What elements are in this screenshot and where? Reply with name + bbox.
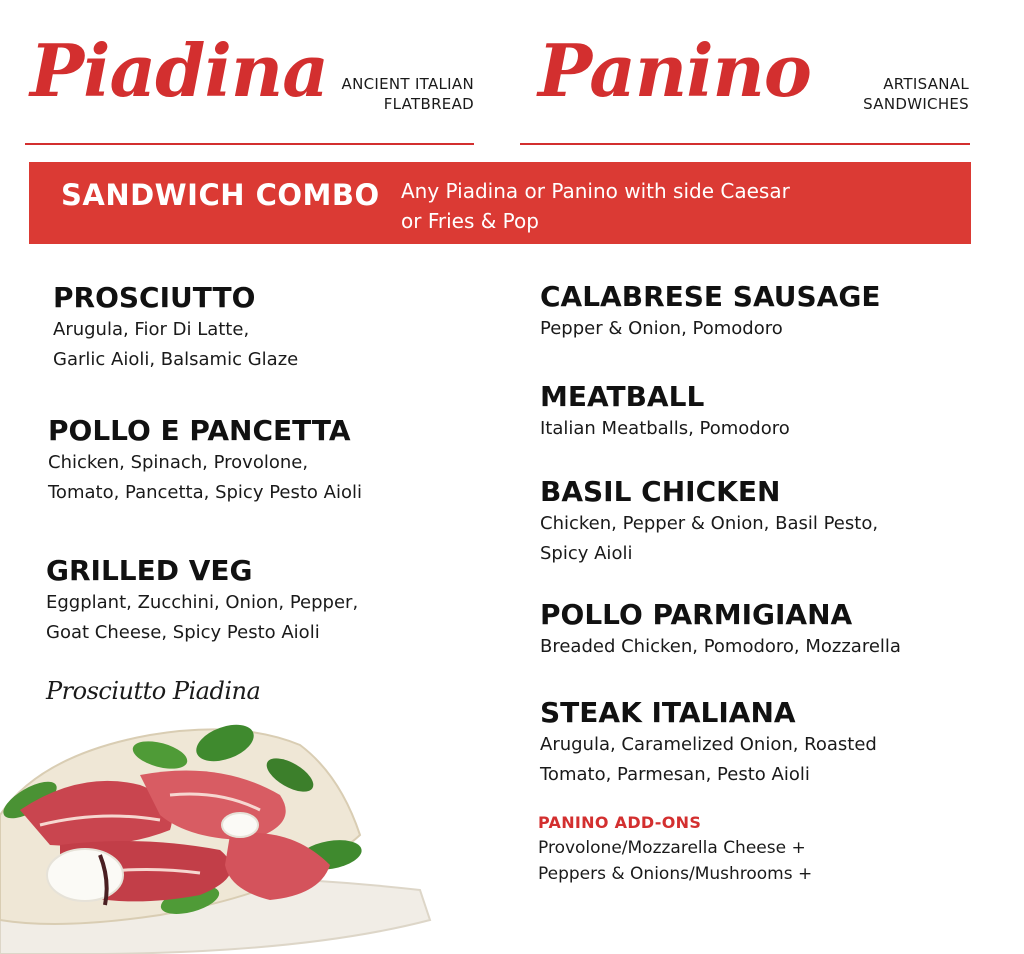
menu-item-calabrese-sausage (540, 280, 880, 344)
panino-tagline (800, 74, 969, 114)
combo-desc-line2: or Fries & Pop (401, 209, 539, 233)
item-desc: Goat Cheese, Spicy Pesto Aioli (46, 622, 320, 643)
panino-tagline-line1: ARTISANAL (883, 75, 969, 93)
item-desc: Chicken, Spinach, Provolone, (48, 452, 309, 473)
menu-item-basil-chicken (540, 475, 878, 569)
item-desc: Chicken, Pepper & Onion, Basil Pesto, (540, 513, 879, 534)
item-desc: Tomato, Pancetta, Spicy Pesto Aioli (48, 482, 362, 503)
item-desc: Italian Meatballs, Pomodoro (540, 418, 790, 439)
item-name: STEAK ITALIANA (540, 696, 796, 729)
combo-desc-line1: Any Piadina or Panino with side Caesar (401, 179, 790, 203)
item-name: POLLO PARMIGIANA (540, 598, 853, 631)
menu-item-pollo-e-pancetta (48, 414, 362, 508)
panino-add-ons (538, 811, 812, 887)
panino-divider (520, 143, 970, 145)
item-desc: Pepper & Onion, Pomodoro (540, 318, 783, 339)
item-name: BASIL CHICKEN (540, 475, 781, 508)
piadina-divider (25, 143, 474, 145)
photo-caption: Prosciutto Piadina (46, 677, 261, 705)
piadina-tagline-line1: ANCIENT ITALIAN (341, 75, 474, 93)
item-name: GRILLED VEG (46, 554, 253, 587)
panino-tagline-line2: SANDWICHES (863, 95, 969, 113)
panino-title: Panino (538, 28, 811, 113)
item-name: PROSCIUTTO (53, 281, 256, 314)
item-name: POLLO E PANCETTA (48, 414, 351, 447)
combo-description (401, 176, 821, 236)
piadina-tagline-line2: FLATBREAD (383, 95, 474, 113)
item-desc: Spicy Aioli (540, 543, 633, 564)
piadina-tagline (300, 74, 474, 114)
sandwich-combo-banner (29, 162, 971, 244)
add-on-item: Peppers & Onions/Mushrooms + (538, 864, 813, 884)
piadina-title: Piadina (30, 28, 328, 113)
menu-item-steak-italiana (540, 696, 877, 790)
menu-item-pollo-parmigiana (540, 598, 901, 662)
item-desc: Arugula, Fior Di Latte, (53, 319, 250, 340)
combo-title: SANDWICH COMBO (61, 178, 380, 212)
item-desc: Garlic Aioli, Balsamic Glaze (53, 349, 299, 370)
menu-item-prosciutto (53, 281, 298, 375)
item-name: MEATBALL (540, 380, 705, 413)
item-desc: Breaded Chicken, Pomodoro, Mozzarella (540, 636, 901, 657)
add-ons-title: PANINO ADD-ONS (538, 813, 702, 832)
menu-item-meatball (540, 380, 790, 444)
prosciutto-piadina-photo (0, 715, 440, 954)
add-on-item: Provolone/Mozzarella Cheese + (538, 838, 806, 858)
item-desc: Tomato, Parmesan, Pesto Aioli (540, 764, 810, 785)
menu-item-grilled-veg (46, 554, 358, 648)
item-name: CALABRESE SAUSAGE (540, 280, 881, 313)
item-desc: Arugula, Caramelized Onion, Roasted (540, 734, 877, 755)
item-desc: Eggplant, Zucchini, Onion, Pepper, (46, 592, 359, 613)
